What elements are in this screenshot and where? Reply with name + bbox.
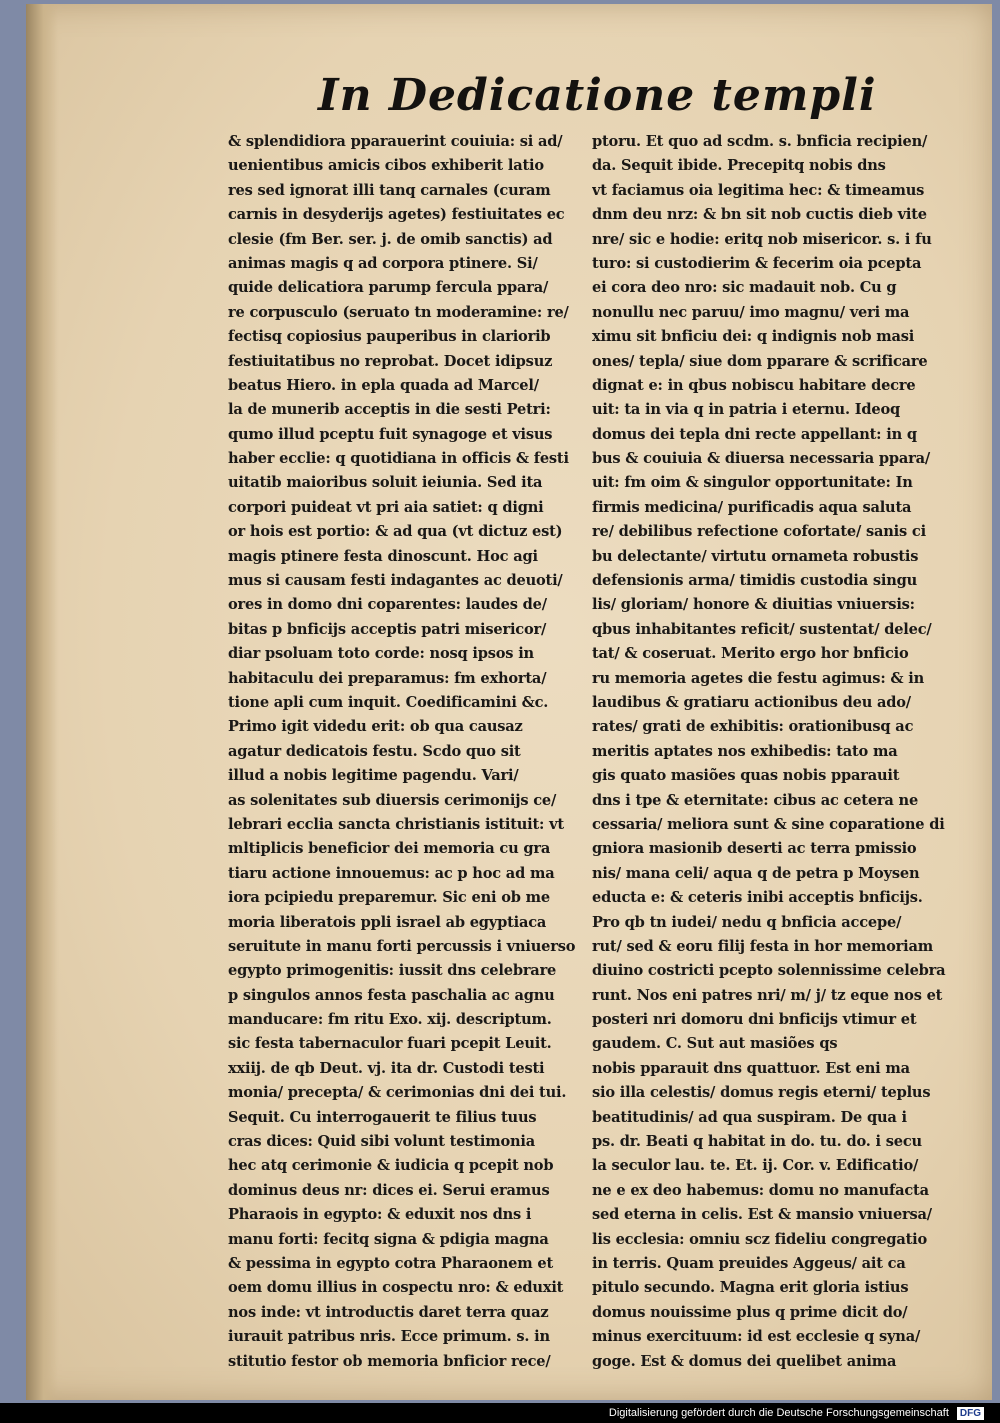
text-line: in terris. Quam preuides Aggeus/ ait ca xyxy=(592,1254,906,1272)
text-line: turo: si custodierim & fecerim oia pcepta xyxy=(592,254,922,272)
text-line: dns i tpe & eternitate: cibus ac cetera ne xyxy=(592,791,919,809)
text-line: beatus Hiero. in epla quada ad Marcel/ xyxy=(228,376,539,394)
text-line: sio illa celestis/ domus regis eterni/ teplus xyxy=(592,1084,931,1102)
text-line: tione apli cum inquit. Coedificamini &c. xyxy=(228,693,549,711)
text-line: ru memoria agetes die festu agimus: & in xyxy=(592,669,924,687)
footer-bar xyxy=(0,1403,1000,1423)
text-line: la seculor lau. te. Et. ij. Cor. v. Edificatio/ xyxy=(592,1157,919,1175)
text-line: manducare: fm ritu Exo. xij. descriptum. xyxy=(228,1011,552,1029)
text-line: mus si causam festi indagantes ac deuoti/ xyxy=(228,572,563,590)
funding-credit: Digitalisierung gefördert durch die Deutsche Forschungsgemeinschaft xyxy=(608,1407,949,1419)
text-line: bu delectante/ virtutu ornameta robustis xyxy=(592,547,919,565)
text-line: tat/ & coseruat. Merito ergo hor bnficio xyxy=(592,645,909,663)
text-line: iurauit patribus nris. Ecce primum. s. in xyxy=(228,1328,550,1346)
text-line: ptoru. Et quo ad scdm. s. bnficia recipien/ xyxy=(592,133,928,150)
text-line: uit: ta in via q in patria i eternu. Ideoq xyxy=(592,401,900,419)
text-line: dignat e: in qbus nobiscu habitare decre xyxy=(592,376,916,394)
text-line: qumo illud pceptu fuit synagoge et visus xyxy=(228,425,553,443)
text-line: hec atq cerimonie & iudicia q pcepit nob xyxy=(228,1157,554,1175)
text-line: festiuitatibus no reprobat. Docet idipsuz xyxy=(228,352,553,370)
text-line: Pro qb tn iudei/ nedu q bnficia accepe/ xyxy=(592,913,902,931)
text-line: iora pcipiedu preparemur. Sic eni ob me xyxy=(228,889,550,907)
text-line: agatur dedicatois festu. Scdo quo sit xyxy=(228,742,521,760)
text-line: nre/ sic e hodie: eritq nob misericor. s. i fu xyxy=(592,230,932,248)
text-line: dnm deu nrz: & bn sit nob cuctis dieb vite xyxy=(592,206,927,224)
text-line: rut/ sed & eoru filij festa in hor memoriam xyxy=(592,937,934,955)
text-line: carnis in desyderijs agetes) festiuitates ec xyxy=(228,206,565,224)
text-line: cras dices: Quid sibi volunt testimonia xyxy=(228,1133,535,1151)
text-line: qbus inhabitantes reficit/ sustentat/ delec/ xyxy=(592,620,932,638)
text-line: haber ecclie: q quotidiana in officis & festi xyxy=(228,450,569,468)
text-line: lebrari ecclia sancta christianis istituit: vt xyxy=(228,815,564,833)
text-line: animas magis q ad corpora ptinere. Si/ xyxy=(228,254,538,272)
text-line: domus nouissime plus q prime dicit do/ xyxy=(592,1303,908,1321)
text-line: la de munerib acceptis in die sesti Petri: xyxy=(228,401,551,419)
text-line: monia/ precepta/ & cerimonias dni dei tui. xyxy=(228,1084,567,1102)
text-line: mltiplicis beneficior dei memoria cu gra xyxy=(228,840,551,858)
text-line: da. Sequit ibide. Precepitq nobis dns xyxy=(592,157,886,175)
text-line: tiaru actione innouemus: ac p hoc ad ma xyxy=(228,864,555,882)
text-column-left xyxy=(228,130,590,1374)
text-line: gis quato masiões quas nobis pparauit xyxy=(592,767,900,785)
page-gutter-shadow xyxy=(26,4,58,1400)
text-line: cessaria/ meliora sunt & sine coparatione di xyxy=(592,815,945,833)
text-line: Pharaois in egypto: & eduxit nos dns i xyxy=(228,1206,532,1224)
text-line: runt. Nos eni patres nri/ m/ j/ tz eque nos et xyxy=(592,986,943,1004)
text-line: clesie (fm Ber. ser. j. de omib sanctis) ad xyxy=(228,230,553,248)
text-line: quide delicatiora parump fercula ppara/ xyxy=(228,279,549,297)
text-line: bitas p bnficijs acceptis patri misericor/ xyxy=(228,620,547,638)
text-line: & splendidiora pparauerint couiuia: si ad/ xyxy=(228,133,563,150)
text-line: goge. Est & domus dei quelibet anima xyxy=(592,1352,897,1370)
text-line: magis ptinere festa dinoscunt. Hoc agi xyxy=(228,547,538,565)
text-line: seruitute in manu forti percussis i vniuerso xyxy=(228,937,576,955)
text-line: moria liberatois ppli israel ab egyptiaca xyxy=(228,913,547,931)
text-line: meritis aptates nos exhibedis: tato ma xyxy=(592,742,898,760)
text-line: Sequit. Cu interrogauerit te filius tuus xyxy=(228,1108,537,1126)
text-line: bus & couiuia & diuersa necessaria ppara/ xyxy=(592,450,931,468)
text-line: sic festa tabernaculor fuari pcepit Leuit. xyxy=(228,1035,552,1053)
text-line: ei cora deo nro: sic madauit nob. Cu g xyxy=(592,279,897,297)
text-line: as solenitates sub diuersis cerimonijs ce/ xyxy=(228,791,557,809)
text-line: xxiij. de qb Deut. vj. ita dr. Custodi testi xyxy=(228,1059,545,1077)
text-line: ne e ex deo habemus: domu no manufacta xyxy=(592,1181,929,1199)
text-line: fectisq copiosius pauperibus in clariorib xyxy=(228,328,551,346)
dfg-logo-icon: DFG xyxy=(957,1407,984,1420)
text-line: lis ecclesia: omniu scz fideliu congregatio xyxy=(592,1230,928,1248)
text-line: diar psoluam toto corde: nosq ipsos in xyxy=(228,645,534,663)
text-line: corpori puideat vt pri aia satiet: q digni xyxy=(228,498,544,516)
text-line: defensionis arma/ timidis custodia singu xyxy=(592,572,918,590)
text-line: habitaculu dei preparamus: fm exhorta/ xyxy=(228,669,547,687)
text-line: uit: fm oim & singulor opportunitate: In xyxy=(592,474,913,492)
text-line: re/ debilibus refectione cofortate/ sanis ci xyxy=(592,523,926,541)
text-line: sed eterna in celis. Est & mansio vniuersa/ xyxy=(592,1206,932,1224)
text-line: gniora masionib deserti ac terra pmissio xyxy=(592,840,917,858)
text-line: p singulos annos festa paschalia ac agnu xyxy=(228,986,555,1004)
text-line: ores in domo dni coparentes: laudes de/ xyxy=(228,596,547,614)
text-line: oem domu illius in cospectu nro: & eduxit xyxy=(228,1279,564,1297)
text-line: nobis pparauit dns quattuor. Est eni ma xyxy=(592,1059,910,1077)
text-line: rates/ grati de exhibitis: orationibusq ac xyxy=(592,718,914,736)
text-line: minus exercituum: id est ecclesie q syna/ xyxy=(592,1328,921,1346)
text-line: manu forti: fecitq signa & pdigia magna xyxy=(228,1230,549,1248)
text-line: nos inde: vt introductis daret terra quaz xyxy=(228,1303,549,1321)
page-headline: In Dedicatione templi xyxy=(318,70,877,121)
text-line: lis/ gloriam/ honore & diuitias vniuersis: xyxy=(592,596,915,614)
text-line: nis/ mana celi/ aqua q de petra p Moysen xyxy=(592,864,920,882)
text-line: or hois est portio: & ad qua (vt dictuz est) xyxy=(228,523,563,541)
text-line: res sed ignorat illi tanq carnales (curam xyxy=(228,181,551,199)
text-line: ximu sit bnficiu dei: q indignis nob masi xyxy=(592,328,915,346)
text-line: vt faciamus oia legitima hec: & timeamus xyxy=(592,181,925,199)
text-column-right xyxy=(592,130,957,1374)
text-line: uitatib maioribus soluit ieiunia. Sed ita xyxy=(228,474,543,492)
text-line: egypto primogenitis: iussit dns celebrare xyxy=(228,962,557,980)
text-line: firmis medicina/ purificadis aqua saluta xyxy=(592,498,912,516)
text-line: domus dei tepla dni recte appellant: in q xyxy=(592,425,917,443)
text-line: dominus deus nr: dices ei. Serui eramus xyxy=(228,1181,550,1199)
text-line: illud a nobis legitime pagendu. Vari/ xyxy=(228,767,519,785)
text-line: beatitudinis/ ad qua suspiram. De qua i xyxy=(592,1108,907,1126)
text-line: ps. dr. Beati q habitat in do. tu. do. i secu xyxy=(592,1133,922,1151)
text-line: Primo igit videdu erit: ob qua causaz xyxy=(228,718,523,736)
text-line: pitulo secundo. Magna erit gloria istius xyxy=(592,1279,909,1297)
text-line: stitutio festor ob memoria bnficior rece/ xyxy=(228,1352,551,1370)
text-line: laudibus & gratiaru actionibus deu ado/ xyxy=(592,693,911,711)
text-line: gaudem. C. Sut aut masiões qs xyxy=(592,1035,838,1053)
text-line: uenientibus amicis cibos exhiberit latio xyxy=(228,157,544,175)
text-line: posteri nri domoru dni bnficijs vtimur et xyxy=(592,1011,917,1029)
text-line: educta e: & ceteris inibi acceptis bnficijs. xyxy=(592,889,923,907)
text-line: diuino costricti pcepto solennissime celebra xyxy=(592,962,946,980)
text-line: nonullu nec paruu/ imo magnu/ veri ma xyxy=(592,303,910,321)
text-line: ones/ tepla/ siue dom pparare & scrificare xyxy=(592,352,928,370)
text-line: & pessima in egypto cotra Pharaonem et xyxy=(228,1254,554,1272)
text-line: re corpusculo (seruato tn moderamine: re/ xyxy=(228,303,569,321)
